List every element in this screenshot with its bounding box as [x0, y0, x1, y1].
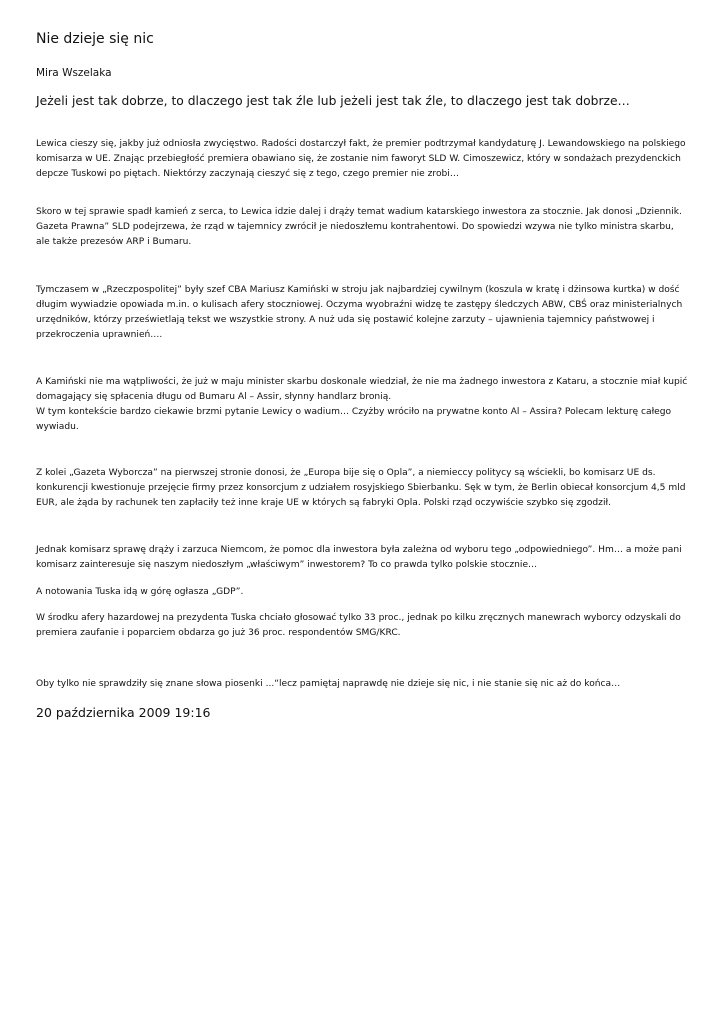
- paragraph-4: A Kamiński nie ma wątpliwości, że już w maju minister skarbu doskonale wiedział, że nie ma żadnego inwestora z Kataru, a stocznie miał kupić domagający się spłacenia długu od Bumaru Al – Assir, słynny handlarz bronią. W tym kontekście bardzo ciekawie brzmi pytanie Lewicy o wadium… Czyżby wróciło na prywatne konto Al – Assira? Polecam lekturę całego wywiadu.: [36, 377, 688, 432]
- paragraph-1: Lewica cieszy się, jakby już odniosła zwycięstwo. Radości dostarczył fakt, że premier podtrzymał kandydaturę J. Lewandowskiego na polskiego komisarza w UE. Znając przebiegłość premiera obawiano się, że zostanie nim faworyt SLD W. Cimoszewicz, który w sondażach prezydenckich depcze Tuskowi po piętach. Niektórzy zaczynają cieszyć się z tego, czego premier nie zrobi…: [36, 139, 686, 179]
- article-title: Nie dzieje się nic: [36, 31, 154, 47]
- article-author: Mira Wszelaka: [36, 67, 112, 79]
- paragraph-8: W środku afery hazardowej na prezydenta Tuska chciało głosować tylko 33 proc., jednak po kilku zręcznych manewrach wyborcy odzyskali do premiera zaufanie i poparciem obdarza go już 36 proc. respondentów SMG/KRC.: [36, 613, 681, 638]
- paragraph-5: Z kolei „Gazeta Wyborcza” na pierwszej stronie donosi, że „Europa bije się o Opla”, a niemieccy politycy są wściekli, bo komisarz UE ds. konkurencji kwestionuje przejęcie firmy przez konsorcjum z udziałem rosyjskiego Sbierbanku. Sęk w tym, że Berlin obiecał konsorcjum 4,5 mld EUR, ale żąda by rachunek ten zapłaciły też inne kraje UE w których są fabryki Opla. Polski rząd oczywiście szybko się zgodził.: [36, 468, 686, 508]
- paragraph-2: Skoro w tej sprawie spadł kamień z serca, to Lewica idzie dalej i drąży temat wadium katarskiego inwestora za stocznie. Jak donosi „Dziennik. Gazeta Prawna” SLD podejrzewa, że rząd w tajemnicy zwrócił je niedoszłemu kontrahentowi. Do spowiedzi wzywa nie tylko ministra skarbu, ale także prezesów ARP i Bumaru.: [36, 207, 682, 247]
- paragraph-6: Jednak komisarz sprawę drąży i zarzuca Niemcom, że pomoc dla inwestora była zależna od wyboru tego „odpowiedniego”. Hm… a może pani komisarz zainteresuje się naszym niedoszłym „właściwym” inwestorem? To co prawda tylko polskie stocznie…: [36, 545, 682, 570]
- paragraph-3: Tymczasem w „Rzeczpospolitej” były szef CBA Mariusz Kamiński w stroju jak najbardziej cywilnym (koszula w kratę i dżinsowa kurtka) w dość długim wywiadzie opowiada m.in. o kulisach afery stoczniowej. Oczyma wyobraźni widzę te zastępy śledczych ABW, CBŚ oraz ministerialnych urzędników, którzy prześwietlają tekst we wszystkie strony. A nuż uda się postawić kolejne zarzuty – ujawnienia tajemnicy państwowej i przekroczenia uprawnień….: [36, 285, 683, 340]
- article-date: 20 października 2009 19:16: [36, 705, 211, 720]
- article-lead: Jeżeli jest tak dobrze, to dlaczego jest tak źle lub jeżeli jest tak źle, to dlaczego jest tak dobrze…: [36, 94, 630, 108]
- paragraph-9: Oby tylko nie sprawdziły się znane słowa piosenki ...“lecz pamiętaj naprawdę nie dzieje się nic, i nie stanie się nic aż do końca…: [36, 679, 621, 689]
- paragraph-7: A notowania Tuska idą w górę ogłasza „GDP”.: [36, 587, 244, 597]
